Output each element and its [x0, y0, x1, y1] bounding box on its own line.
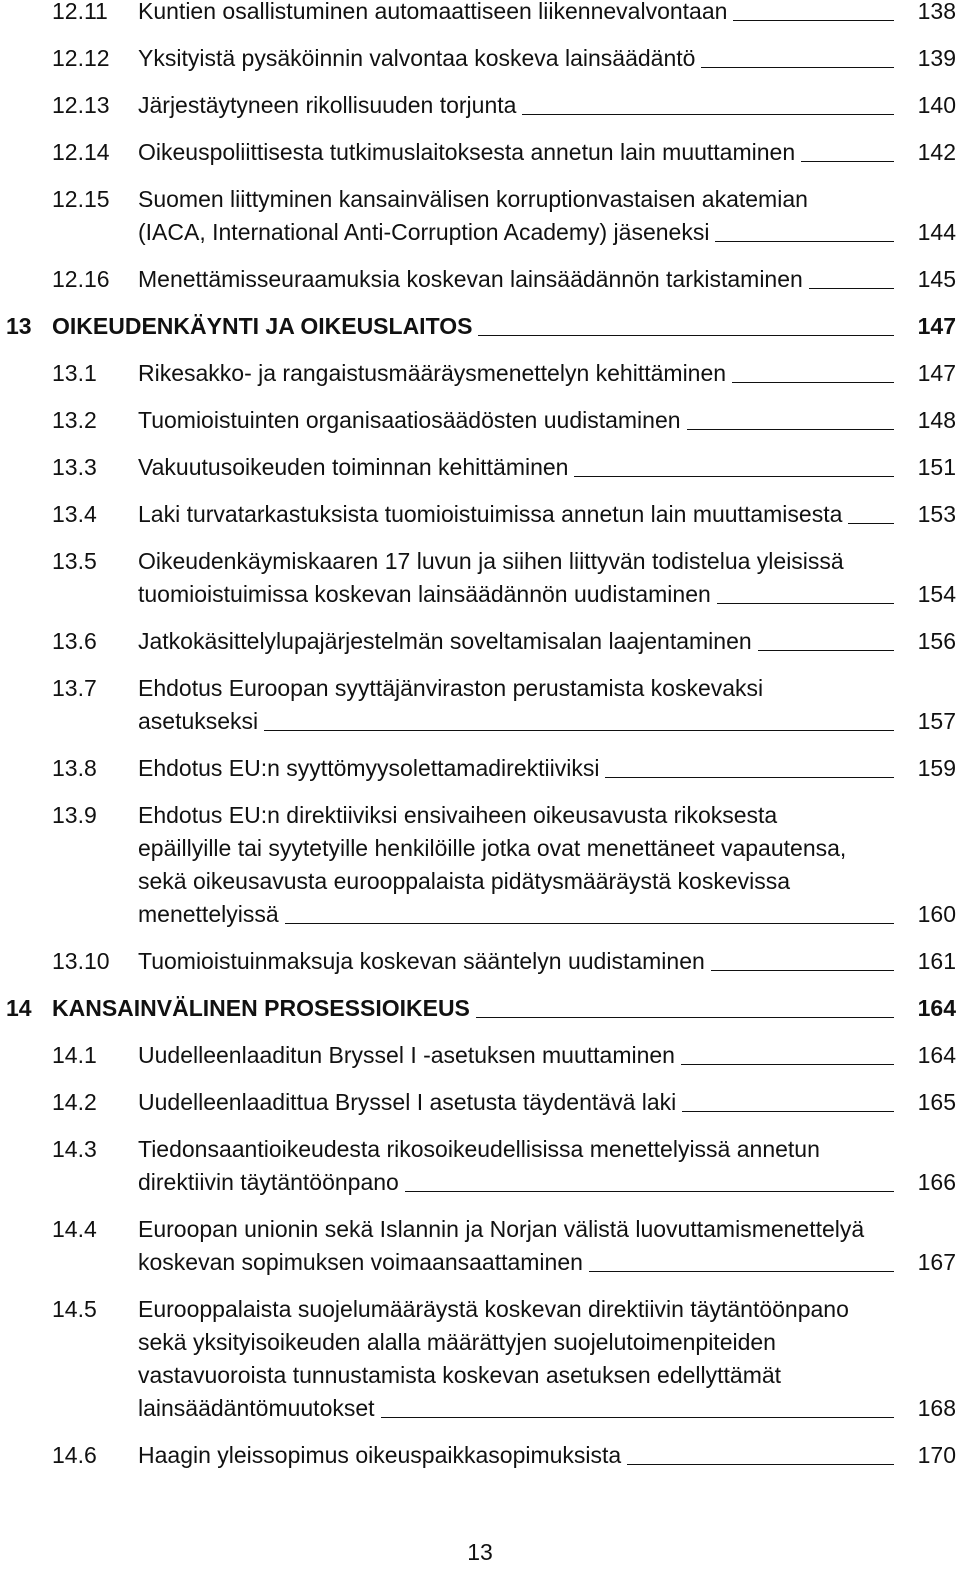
- toc-entry-number: 13.9: [52, 802, 97, 828]
- toc-entry-last-line: [138, 1039, 956, 1072]
- toc-leader-line: [732, 382, 894, 383]
- toc-page-number: 147: [917, 360, 956, 386]
- toc-entry-title: Kuntien osallistuminen automaattiseen liikennevalvontaan: [138, 0, 728, 24]
- toc-page-number: 144: [917, 219, 956, 245]
- toc-entry-title: vastavuoroista tunnustamista koskevan asetuksen edellyttämät: [138, 1362, 782, 1388]
- toc-chapter-entry: [0, 992, 960, 1025]
- toc-entry-last-line: [52, 992, 956, 1025]
- toc-entry-title: Haagin yleissopimus oikeuspaikkasopimuksista: [138, 1442, 622, 1468]
- toc-leader-line: [522, 114, 893, 115]
- toc-entry-title: Suomen liittyminen kansainvälisen korruptionvastaisen akatemian: [138, 186, 808, 212]
- toc-entry-title: KANSAINVÄLINEN PROSESSIOIKEUS: [52, 995, 470, 1021]
- toc-entry-number: 12.12: [52, 45, 110, 71]
- toc-entry-last-line: [138, 1166, 956, 1199]
- toc-entry-last-line: [138, 705, 956, 738]
- toc-section-entry: [0, 1039, 960, 1072]
- toc-entry-line: [138, 1326, 956, 1359]
- toc-section-entry: [0, 404, 960, 437]
- toc-section-entry: [0, 263, 960, 296]
- toc-leader-line: [478, 335, 893, 336]
- toc-leader-line: [285, 923, 894, 924]
- toc-entry-last-line: [138, 89, 956, 122]
- toc-entry-title: Eurooppalaista suojelumääräystä koskevan direktiivin täytäntöönpano: [138, 1296, 849, 1322]
- toc-section-entry: [0, 451, 960, 484]
- toc-page-number: 154: [917, 581, 956, 607]
- toc-leader-line: [701, 67, 893, 68]
- toc-entry-line: [138, 545, 956, 578]
- toc-entry-last-line: [138, 1086, 956, 1119]
- toc-section-entry: [0, 1293, 960, 1425]
- toc-leader-line: [605, 777, 893, 778]
- toc-page-number: 168: [917, 1395, 956, 1421]
- toc-entry-title: Uudelleenlaaditun Bryssel I -asetuksen muuttaminen: [138, 1042, 675, 1068]
- toc-entry-number: 12.13: [52, 92, 110, 118]
- toc-leader-line: [264, 730, 893, 731]
- toc-entry-number: 14.1: [52, 1042, 97, 1068]
- toc-entry-last-line: [138, 898, 956, 931]
- toc-page-number: 157: [917, 708, 956, 734]
- toc-section-entry: [0, 1133, 960, 1199]
- toc-leader-line: [627, 1464, 893, 1465]
- toc-entry-title: menettelyissä: [138, 901, 279, 927]
- toc-page-number: 145: [917, 266, 956, 292]
- toc-entry-title: Tuomioistuinmaksuja koskevan sääntelyn uudistaminen: [138, 948, 705, 974]
- toc-leader-line: [405, 1191, 894, 1192]
- toc-entry-last-line: [138, 498, 956, 531]
- toc-entry-title: lainsäädäntömuutokset: [138, 1395, 375, 1421]
- toc-leader-line: [715, 241, 893, 242]
- toc-entry-title: Yksityistä pysäköinnin valvontaa koskeva lainsäädäntö: [138, 45, 696, 71]
- toc-entry-title: Rikesakko- ja rangaistusmääräysmenettelyn kehittäminen: [138, 360, 727, 386]
- toc-section-entry: [0, 183, 960, 249]
- toc-section-entry: [0, 945, 960, 978]
- toc-leader-line: [848, 523, 893, 524]
- toc-entry-title: Oikeuspoliittisesta tutkimuslaitoksesta annetun lain muuttaminen: [138, 139, 796, 165]
- toc-entry-number: 14.5: [52, 1296, 97, 1322]
- toc-entry-last-line: [138, 404, 956, 437]
- toc-section-entry: [0, 672, 960, 738]
- toc-entry-number: 13.10: [52, 948, 110, 974]
- toc-page-number: 138: [917, 0, 956, 24]
- toc-leader-line: [809, 288, 894, 289]
- toc-page-number: 170: [917, 1442, 956, 1468]
- toc-entry-last-line: [138, 945, 956, 978]
- toc-page-number: 165: [917, 1089, 956, 1115]
- toc-entry-last-line: [138, 1246, 956, 1279]
- toc-leader-line: [589, 1271, 894, 1272]
- toc-entry-number: 13.6: [52, 628, 97, 654]
- toc-entry-title: epäillyille tai syytetyille henkilöille jotka ovat menettäneet vapautensa,: [138, 835, 847, 861]
- toc-entry-title: Laki turvatarkastuksista tuomioistuimissa annetun lain muuttamisesta: [138, 501, 843, 527]
- toc-entry-number: 13.2: [52, 407, 97, 433]
- toc-page-number: 166: [917, 1169, 956, 1195]
- toc-entry-title: Järjestäytyneen rikollisuuden torjunta: [138, 92, 517, 118]
- toc-entry-last-line: [138, 451, 956, 484]
- toc-entry-number: 12.14: [52, 139, 110, 165]
- toc-entry-number: 13.3: [52, 454, 97, 480]
- toc-entry-last-line: [52, 310, 956, 343]
- toc-entry-number: 14.4: [52, 1216, 97, 1242]
- toc-entry-number: 13.4: [52, 501, 97, 527]
- toc-entry-number: 14.3: [52, 1136, 97, 1162]
- toc-entry-last-line: [138, 1439, 956, 1472]
- toc-leader-line: [574, 476, 893, 477]
- toc-page-number: 151: [917, 454, 956, 480]
- toc-entry-title: Tiedonsaantioikeudesta rikosoikeudellisissa menettelyissä annetun: [138, 1136, 820, 1162]
- toc-leader-line: [733, 20, 893, 21]
- toc-section-entry: [0, 498, 960, 531]
- toc-page-number: 139: [917, 45, 956, 71]
- toc-entry-title: Menettämisseuraamuksia koskevan lainsäädännön tarkistaminen: [138, 266, 803, 292]
- toc-section-entry: [0, 357, 960, 390]
- toc-page-number: 148: [917, 407, 956, 433]
- toc-entry-title: sekä oikeusavusta eurooppalaista pidätysmääräystä koskevissa: [138, 868, 791, 894]
- toc-entry-number: 13.1: [52, 360, 97, 386]
- toc-chapter-entry: [0, 310, 960, 343]
- toc-section-entry: [0, 1213, 960, 1279]
- toc-entry-line: [138, 799, 956, 832]
- toc-entry-title: Uudelleenlaadittua Bryssel I asetusta täydentävä laki: [138, 1089, 677, 1115]
- toc-entry-number: 14: [6, 995, 32, 1021]
- toc-entry-last-line: [138, 752, 956, 785]
- toc-leader-line: [758, 650, 894, 651]
- toc-entry-line: [138, 832, 956, 865]
- toc-section-entry: [0, 136, 960, 169]
- toc-entry-title: Vakuutusoikeuden toiminnan kehittäminen: [138, 454, 569, 480]
- toc-entry-number: 13.7: [52, 675, 97, 701]
- toc-section-entry: [0, 799, 960, 931]
- toc-section-entry: [0, 42, 960, 75]
- toc-section-entry: [0, 752, 960, 785]
- toc-page-number: 153: [917, 501, 956, 527]
- toc-leader-line: [801, 161, 894, 162]
- toc-page-number: 161: [917, 948, 956, 974]
- toc-entry-last-line: [138, 625, 956, 658]
- toc-entry-title: sekä yksityisoikeuden alalla määrättyjen suojelutoimenpiteiden: [138, 1329, 776, 1355]
- toc-entry-last-line: [138, 357, 956, 390]
- page-number: 13: [467, 1539, 493, 1565]
- toc-entry-last-line: [138, 1392, 956, 1425]
- toc-section-entry: [0, 545, 960, 611]
- toc-page-number: 167: [917, 1249, 956, 1275]
- toc-leader-line: [717, 603, 894, 604]
- toc-page-number: 160: [917, 901, 956, 927]
- toc-entry-last-line: [138, 578, 956, 611]
- toc-entry-last-line: [138, 42, 956, 75]
- toc-entry-line: [138, 672, 956, 705]
- toc-page-number: 164: [917, 1042, 956, 1068]
- toc-entry-number: 14.2: [52, 1089, 97, 1115]
- toc-entry-title: asetukseksi: [138, 708, 259, 734]
- toc-entry-last-line: [138, 136, 956, 169]
- toc-entry-title: Tuomioistuinten organisaatiosäädösten uudistaminen: [138, 407, 681, 433]
- toc-page-number: 159: [917, 755, 956, 781]
- toc-section-entry: [0, 1086, 960, 1119]
- toc-entry-line: [138, 1213, 956, 1246]
- toc-entry-title: direktiivin täytäntöönpano: [138, 1169, 399, 1195]
- toc-entry-title: (IACA, International Anti-Corruption Academy) jäseneksi: [138, 219, 710, 245]
- toc-entry-title: OIKEUDENKÄYNTI JA OIKEUSLAITOS: [52, 313, 473, 339]
- toc-entry-number: 13.5: [52, 548, 97, 574]
- toc-entry-title: koskevan sopimuksen voimaansaattaminen: [138, 1249, 583, 1275]
- toc-entry-title: Ehdotus EU:n syyttömyysolettamadirektiiviksi: [138, 755, 600, 781]
- toc-entry-line: [138, 1133, 956, 1166]
- toc-entry-title: Ehdotus Euroopan syyttäjänviraston perustamista koskevaksi: [138, 675, 764, 701]
- toc-entry-line: [138, 865, 956, 898]
- toc-entry-title: Oikeudenkäymiskaaren 17 luvun ja siihen liittyvän todistelua yleisissä: [138, 548, 844, 574]
- toc-leader-line: [682, 1111, 893, 1112]
- toc-entry-last-line: [138, 263, 956, 296]
- toc-leader-line: [476, 1017, 894, 1018]
- toc-section-entry: [0, 0, 960, 28]
- toc-entry-number: 13.8: [52, 755, 97, 781]
- toc-entry-title: Ehdotus EU:n direktiiviksi ensivaiheen oikeusavusta rikoksesta: [138, 802, 778, 828]
- toc-page-number: 147: [917, 313, 956, 339]
- toc-entry-title: tuomioistuimissa koskevan lainsäädännön uudistaminen: [138, 581, 711, 607]
- toc-section-entry: [0, 89, 960, 122]
- toc-page-number: 156: [917, 628, 956, 654]
- toc-leader-line: [687, 429, 894, 430]
- toc-entry-last-line: [138, 0, 956, 28]
- toc-entry-number: 12.16: [52, 266, 110, 292]
- toc-entry-number: 12.15: [52, 186, 110, 212]
- toc-entry-number: 12.11: [52, 0, 108, 24]
- toc-leader-line: [381, 1417, 894, 1418]
- toc-entry-line: [138, 1359, 956, 1392]
- toc-entry-number: 14.6: [52, 1442, 97, 1468]
- toc-leader-line: [681, 1064, 894, 1065]
- toc-leader-line: [711, 970, 894, 971]
- toc-entry-number: 13: [6, 313, 32, 339]
- toc-entry-title: Jatkokäsittelylupajärjestelmän soveltamisalan laajentaminen: [138, 628, 752, 654]
- toc-entry-title: Euroopan unionin sekä Islannin ja Norjan välistä luovuttamismenettelyä: [138, 1216, 865, 1242]
- toc-section-entry: [0, 1439, 960, 1472]
- toc-entry-line: [138, 1293, 956, 1326]
- toc-entry-last-line: [138, 216, 956, 249]
- toc-page-number: 164: [917, 995, 956, 1021]
- toc-entry-line: [138, 183, 956, 216]
- toc-page-number: 140: [917, 92, 956, 118]
- toc-section-entry: [0, 625, 960, 658]
- toc-page-number: 142: [917, 139, 956, 165]
